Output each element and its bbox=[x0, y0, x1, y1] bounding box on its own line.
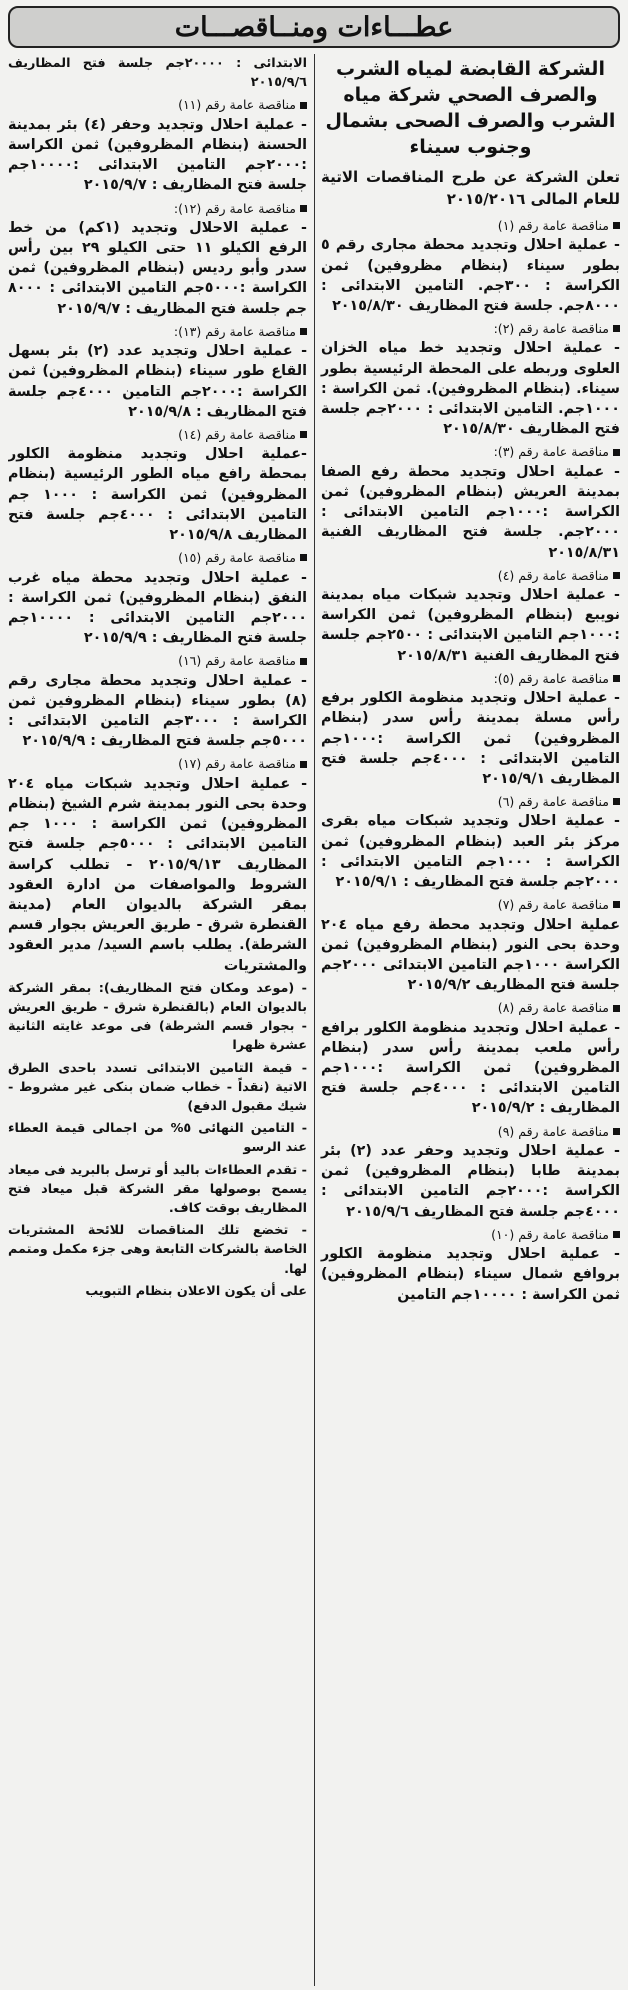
tender-number-text: مناقصة عامة رقم (١٦) bbox=[178, 653, 296, 669]
left-column bbox=[8, 54, 314, 1986]
tender-description: عملية احلال وتجديد محطة رفع مياه ٢٠٤ وحدة بحى النور (بنظام المظروفين) ثمن الكراسة ١٠٠٠جم التامين الابتدائى ٢٠٠٠جم جلسة فتح المظاريف ٢٠١٥/٩/٢ bbox=[321, 916, 620, 994]
square-bullet-icon bbox=[613, 901, 620, 908]
square-bullet-icon bbox=[613, 1128, 620, 1135]
tender-item bbox=[321, 998, 620, 1118]
tender-description: - عملية احلال وتجديد محطة رفع الصفا بمدينة العريش (بنظام المظروفين) ثمن الكراسة :١٠٠٠جم التامين الابتدائى : ٢٠٠٠جم. جلسة فتح المظاريف الفنية ٢٠١٥/٨/٣١ bbox=[321, 463, 620, 561]
square-bullet-icon bbox=[613, 675, 620, 682]
tender-item bbox=[8, 754, 307, 975]
tender-number bbox=[321, 1122, 620, 1141]
tender-number bbox=[8, 199, 307, 218]
square-bullet-icon bbox=[613, 1005, 620, 1012]
tender-description: - عملية احلال وتجديد عدد (٢) بئر بسهل القاع طور سيناء (بنظام المظروفين) ثمن الكراسة :٢٠٠٠جم التامين ٤٠٠٠جم جلسة فتح المظاريف : ٢٠١٥/٩/٨ bbox=[8, 343, 308, 420]
tender-number bbox=[321, 1225, 620, 1244]
square-bullet-icon bbox=[300, 761, 307, 768]
tender-description: - عملية احلال وتجديد محطة مجارى رقم ٥ بطور سيناء (بنظام مظروفين) ثمن الكراسة : ٣٠٠جم. التامين الابتدائى : ٨٠٠٠جم. جلسة فتح المظاريف ٢٠١٥/٨/٣٠ bbox=[321, 237, 620, 314]
columns bbox=[8, 54, 620, 1986]
tender-item bbox=[321, 669, 620, 789]
tender-description: - عملية احلال وتجديد منظومة الكلور بروافع شمال سيناء (بنظام المظروفين) ثمن الكراسة : ١٠٠٠٠جم التامين bbox=[321, 1246, 620, 1303]
tender-item bbox=[8, 548, 307, 648]
tender-number-text: مناقصة عامة رقم (١) bbox=[497, 218, 609, 233]
tender-number-text: مناقصة عامة رقم (٦) bbox=[497, 794, 609, 810]
note-paragraph: على أن يكون الاعلان بنظام التبويب bbox=[85, 1283, 307, 1299]
square-bullet-icon bbox=[300, 431, 307, 438]
tender-number-text: مناقصة عامة رقم (٥): bbox=[493, 670, 609, 686]
tender-number bbox=[321, 669, 620, 688]
tender-number-text: مناقصة عامة رقم (٨) bbox=[497, 1000, 609, 1016]
square-bullet-icon bbox=[613, 572, 620, 579]
right-column bbox=[314, 54, 620, 1986]
square-bullet-icon bbox=[613, 449, 620, 456]
tender-number-text: مناقصة عامة رقم (١٠) bbox=[491, 1226, 609, 1242]
tender-item bbox=[321, 442, 620, 562]
tender-number bbox=[8, 651, 307, 670]
tender-number bbox=[321, 895, 620, 914]
tender-number bbox=[321, 998, 620, 1017]
tender-number-text: مناقصة عامة رقم (١١) bbox=[178, 97, 296, 113]
tender-number bbox=[321, 566, 620, 585]
company-name: الشركة القابضة لمياه الشرب والصرف الصحي شركة مياه الشرب والصرف الصحى بشمال وجنوب سيناء bbox=[325, 58, 616, 158]
tender-number bbox=[8, 322, 307, 341]
tender-number bbox=[321, 216, 620, 235]
section-title: عطـــاءات ومنــاقصـــات bbox=[174, 11, 454, 43]
tender-number-text: مناقصة عامة رقم (٤) bbox=[497, 567, 609, 583]
tender-item bbox=[8, 322, 307, 422]
square-bullet-icon bbox=[613, 222, 620, 229]
tender-number-text: مناقصة عامة رقم (٩) bbox=[497, 1123, 609, 1139]
square-bullet-icon bbox=[613, 325, 620, 332]
tender-description: - عملية احلال وتجديد خط مياه الخزان العلوى وربطه على المحطة الرئيسية بطور سيناء. (بنظام المظروفين). ثمن الكراسة : ١٠٠٠جم. التامين الابتدائى : ٢٠٠٠جم جلسة فتح المظاريف ٢٠١٥/٨/٣٠ bbox=[321, 340, 620, 438]
tender-item bbox=[321, 319, 620, 439]
right-tender-list bbox=[321, 216, 620, 1305]
tender-item bbox=[321, 1225, 620, 1305]
square-bullet-icon bbox=[613, 798, 620, 805]
tender-description: - عملية الاحلال وتجديد (١كم) من خط الرفع الكيلو ١١ حتى الكيلو ٢٩ بين رأس سدر وأبو رديس (بنظام المظروفين) ثمن الكراسة :٥٠٠٠جم التامين الابتدائى : ٨٠٠٠ جم جلسة فتح المظاريف : ٢٠١٥/٩/٧ bbox=[8, 219, 308, 317]
continued-text: الابتدائى : ٢٠٠٠٠جم جلسة فتح المظاريف ٢٠١٥/٩/٦ bbox=[8, 56, 307, 91]
tender-description: - عملية احلال وتجديد شبكات مياه ٢٠٤ وحدة بحى النور بمدينة شرم الشيخ (بنظام المظروفين) ثمن الكراسة : ١٠٠٠ جم التامين الابتدائى : ٥٠٠٠جم جلسة فتح المظاريف ٢٠١٥/٩/١٣ - تطلب كراسة الشروط والمواصفات من ادارة العقود بمقر الشركة بالديوان العام (مدينة القنطرة شرق - طريق العريش بجوار قسم الشرطة). يطلب باسم السيد/ مدير العقود والمشتريات bbox=[8, 775, 307, 974]
tender-description: - عملية احلال وتجديد شبكات مياه بقرى مركز بئر العبد (بنظام المظروفين) ثمن الكراسة : ١٠٠٠جم التامين الابتدائى : ٢٠٠٠جم جلسة فتح المظاريف : ٢٠١٥/٩/١ bbox=[321, 813, 620, 891]
tender-number bbox=[321, 792, 620, 811]
tender-item bbox=[321, 895, 620, 995]
tender-number bbox=[8, 548, 307, 567]
square-bullet-icon bbox=[613, 1231, 620, 1238]
tender-number bbox=[8, 754, 307, 773]
tender-number-text: مناقصة عامة رقم (١٢): bbox=[173, 200, 296, 216]
tender-number bbox=[8, 95, 307, 114]
tender-item bbox=[8, 425, 307, 545]
tender-item bbox=[8, 651, 307, 751]
tender-number-text: مناقصة عامة رقم (٢): bbox=[493, 321, 609, 337]
note-paragraph: - (موعد ومكان فتح المظاريف): بمقر الشركة بالديوان العام (بالقنطرة شرق - طريق العريش - بجوار قسم الشرطة) فى موعد غايته الثانية عشرة ظهرا bbox=[8, 980, 307, 1054]
tender-item bbox=[321, 1122, 620, 1222]
tender-description: - عملية احلال وتجديد محطة مجارى رقم (٨) بطور سيناء (بنظام المظروفين ثمن الكراسة : ٣٠٠٠جم التامين الابتدائى : ٥٠٠٠جم جلسة فتح المظاريف : ٢٠١٥/٩/٩ bbox=[8, 672, 307, 750]
square-bullet-icon bbox=[300, 328, 307, 335]
section-header bbox=[8, 6, 620, 48]
tender-description: - عملية احلال وتجديد منظومة الكلور برافع رأس ملعب بمدينة رأس سدر (بنظام المظروفين) ثمن الكراسة :١٠٠٠جم التامين الابتدائى : ٤٠٠٠جم جلسة فتح المظاريف : ٢٠١٥/٩/٢ bbox=[321, 1019, 620, 1117]
tender-item bbox=[321, 566, 620, 666]
tender-item bbox=[8, 199, 307, 319]
tender-number bbox=[8, 425, 307, 444]
tender-number-text: مناقصة عامة رقم (١٣): bbox=[173, 323, 296, 339]
square-bullet-icon bbox=[300, 554, 307, 561]
tender-item bbox=[321, 792, 620, 892]
square-bullet-icon bbox=[300, 658, 307, 665]
tender-item bbox=[8, 95, 307, 195]
note-paragraph: - قيمة التامين الابتدائى تسدد باحدى الطرق الاتية (نقداً - خطاب ضمان بنكى غير مشروط - شيك مقبول الدفع) bbox=[8, 1060, 307, 1115]
tender-number-text: مناقصة عامة رقم (١٥) bbox=[178, 550, 296, 566]
tender-description: - عملية احلال وتجديد شبكات مياه بمدينة نويبع (بنظام المظروفين) ثمن الكراسة :١٠٠٠جم التامين الابتدائى : ٢٥٠٠جم جلسة فتح المظاريف الفنية ٢٠١٥/٨/٣١ bbox=[321, 587, 620, 664]
note-paragraph: - تقدم العطاءات باليد أو ترسل بالبريد فى ميعاد يسمح بوصولها مقر الشركة قبل ميعاد فتح المظاريف بوقت كاف. bbox=[8, 1162, 307, 1217]
tender-item bbox=[321, 216, 620, 316]
tender-number-text: مناقصة عامة رقم (١٤) bbox=[178, 426, 296, 442]
tender-number-text: مناقصة عامة رقم (١٧) bbox=[178, 756, 296, 772]
tender-number-text: مناقصة عامة رقم (٣): bbox=[493, 444, 609, 460]
note-paragraph: - تخضع تلك المناقصات للائحة المشتريات الخاصة بالشركات التابعة وهى جزء مكمل ومتمم لها. bbox=[8, 1223, 307, 1277]
tender-number bbox=[321, 319, 620, 338]
left-tender-list bbox=[8, 95, 307, 975]
square-bullet-icon bbox=[300, 205, 307, 212]
terms-notes bbox=[8, 979, 307, 1301]
intro-text: تعلن الشركة عن طرح المناقصات الاتية للعام المالى ٢٠١٥/٢٠١٦ bbox=[321, 168, 620, 208]
tender-number bbox=[321, 442, 620, 461]
tender-description: - عملية احلال وتجديد منظومة الكلور برفع رأس مسلة بمدينة رأس سدر (بنظام المظروفين) ثمن الكراسة :١٠٠٠جم التامين الابتدائى : ٤٠٠٠جم جلسة فتح المظاريف ٢٠١٥/٩/١ bbox=[321, 690, 620, 787]
square-bullet-icon bbox=[300, 102, 307, 109]
note-paragraph: - التامين النهائى ٥% من اجمالى قيمة العطاء عند الرسو bbox=[8, 1121, 307, 1156]
tender-description: - عملية احلال وتجديد وحفر (٤) بئر بمدينة الحسنة (بنظام المظروفين) ثمن الكراسة :٢٠٠٠جم التامين الابتدائى :١٠٠٠٠جم جلسة فتح المظاريف : ٢٠١٥/٩/٧ bbox=[8, 116, 307, 194]
tender-description: -عملية احلال وتجديد منظومة الكلور بمحطة رافع مياه الطور الرئيسية (بنظام المظروفين) ثمن الكراسة : ١٠٠٠ جم التامين الابتدائى : ٤٠٠٠جم جلسة فتح المظاريف ٢٠١٥/٩/٨ bbox=[8, 446, 307, 544]
tender-description: - عملية احلال وتجديد محطة مياه غرب النفق (بنظام المظروفين) ثمن الكراسة : ٢٠٠٠جم التامين الابتدائى : ١٠٠٠٠جم جلسة فتح المظاريف : ٢٠١٥/٩/٩ bbox=[8, 569, 307, 647]
tender-number-text: مناقصة عامة رقم (٧) bbox=[497, 897, 609, 913]
tender-description: - عملية احلال وتجديد وحفر عدد (٢) بئر بمدينة طابا (بنظام المظروفين) ثمن الكراسة :٢٠٠٠جم التامين الابتدائى : ٤٠٠٠جم جلسة فتح المظاريف ٢٠١٥/٩/٦ bbox=[321, 1142, 620, 1220]
